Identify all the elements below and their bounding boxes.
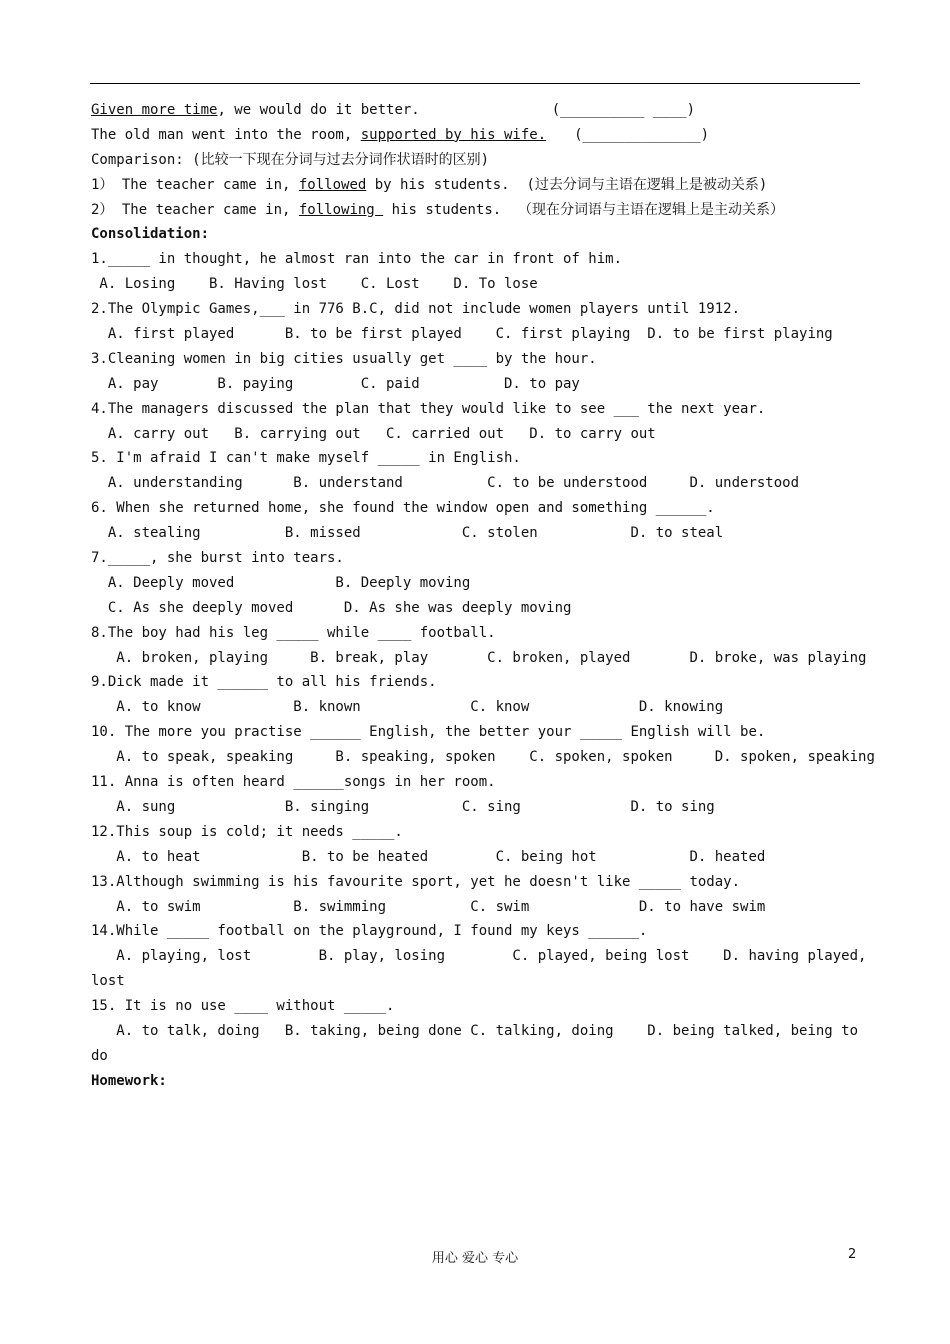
answer-options: A. carry out B. carrying out C. carried out D. to carry out (91, 425, 656, 442)
answer-options: A. to heat B. to be heated C. being hot D. heated (91, 848, 766, 865)
question-stem: 4.The managers discussed the plan that they would like to see ___ the next year. (91, 400, 766, 417)
header-rule (90, 83, 860, 84)
answer-options: A. stealing B. missed C. stolen D. to steal (91, 525, 724, 542)
underlined-word: followed (298, 176, 367, 193)
page-number: 2 (848, 1247, 857, 1262)
answer-blank: (__________ ____) (551, 102, 696, 118)
answer-options: A. pay B. paying C. paid D. to pay (91, 375, 580, 392)
answer-options: A. to talk, doing B. taking, being done C. talking, doing D. being talked, being to (91, 1022, 859, 1039)
answer-options: A. to swim B. swimming C. swim D. to have swim (91, 898, 766, 915)
underlined-phrase: supported by his wife. (360, 126, 547, 143)
question-stem: 15. It is no use ____ without _____. (91, 998, 395, 1015)
answer-options: do (91, 1047, 108, 1064)
question-stem: 7._____, she burst into tears. (91, 550, 344, 567)
question-stem: 1._____ in thought, he almost ran into the car in front of him. (91, 251, 623, 268)
comparison-item-1: 1） The teacher came in, followed by his students. (过去分词与主语在逻辑上是被动关系) (91, 176, 768, 193)
question-stem: 10. The more you practise ______ English, the better your _____ English will be. (91, 724, 766, 741)
question-list (91, 247, 875, 1068)
underlined-phrase: Given more time (91, 102, 218, 118)
consolidation-heading: Consolidation: (91, 226, 210, 243)
answer-options: C. As she deeply moved D. As she was deeply moving (91, 599, 572, 616)
comparison-item-2: 2） The teacher came in, following his students. （现在分词语与主语在逻辑上是主动关系） (91, 201, 785, 218)
question-stem: 13.Although swimming is his favourite sport, yet he doesn't like _____ today. (91, 873, 741, 890)
underlined-word: following (298, 201, 384, 218)
question-stem: 11. Anna is often heard ______songs in her room. (91, 774, 496, 791)
question-stem: 12.This soup is cold; it needs _____. (91, 823, 403, 840)
comparison-line: Comparison: (比较一下现在分词与过去分词作状语时的区别) (91, 151, 490, 168)
answer-options: A. understanding B. understand C. to be understood D. understood (91, 475, 800, 492)
question-stem: 14.While _____ football on the playground, I found my keys ______. (91, 923, 648, 940)
answer-options: A. to know B. known C. know D. knowing (91, 699, 724, 716)
answer-options: A. playing, lost B. play, losing C. played, being lost D. having played, (91, 948, 867, 965)
answer-options: A. sung B. singing C. sing D. to sing (91, 798, 715, 815)
intro-line-2: The old man went into the room, supported by his wife. (______________) (91, 126, 710, 143)
question-stem: 2.The Olympic Games,___ in 776 B.C, did not include women players until 1912. (91, 301, 741, 318)
answer-options: lost (91, 973, 125, 990)
answer-options: A. first played B. to be first played C. first playing D. to be first playing (91, 326, 833, 343)
homework-heading: Homework: (91, 1072, 167, 1089)
answer-options: A. Losing B. Having lost C. Lost D. To lose (91, 276, 538, 293)
question-stem: 9.Dick made it ______ to all his friends. (91, 674, 437, 691)
intro-line-1: Given more time, we would do it better. (__________ ____) (91, 102, 696, 118)
question-stem: 8.The boy had his leg _____ while ____ football. (91, 624, 496, 641)
answer-options: A. Deeply moved B. Deeply moving (91, 574, 471, 591)
answer-options: A. broken, playing B. break, play C. broken, played D. broke, was playing (91, 649, 867, 666)
question-stem: 5. I'm afraid I can't make myself _____ in English. (91, 450, 521, 467)
question-stem: 6. When she returned home, she found the window open and something ______. (91, 500, 715, 517)
answer-blank: (______________) (574, 126, 710, 143)
worksheet-content (91, 98, 875, 1094)
answer-options: A. to speak, speaking B. speaking, spoken C. spoken, spoken D. spoken, speaking (91, 749, 875, 766)
footer-text: 用心 爱心 专心 (431, 1251, 519, 1266)
question-stem: 3.Cleaning women in big cities usually get ____ by the hour. (91, 350, 597, 367)
